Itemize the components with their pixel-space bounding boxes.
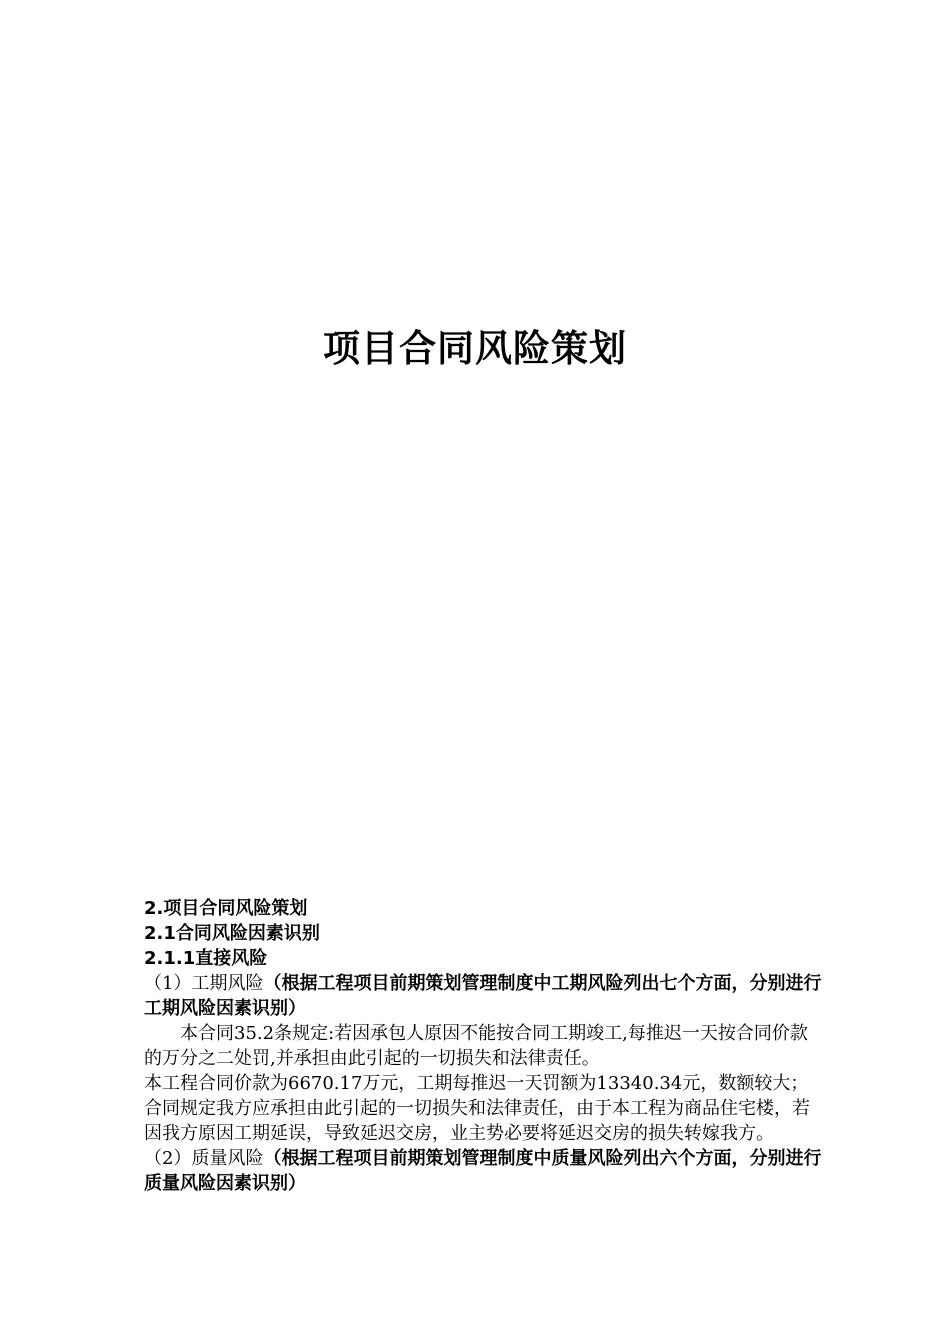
item-note: （根据工程项目前期策划管理制度中工期风险列出七个方面，分别进行工期风险因素识别） [144, 973, 822, 1019]
item-label: （1）工期风险 [144, 973, 264, 994]
subsection-heading: 2.1合同风险因素识别 [144, 923, 320, 944]
item-label: （2）质量风险 [144, 1148, 264, 1169]
subsubsection-heading: 2.1.1直接风险 [144, 948, 268, 969]
section-heading: 2.项目合同风险策划 [144, 898, 308, 919]
item-note: （根据工程项目前期策划管理制度中质量风险列出六个方面，分别进行质量风险因素识别） [144, 1148, 822, 1194]
body-paragraph: 本合同35.2条规定:若因承包人原因不能按合同工期竣工,每推迟一天按合同价款的万分之二处罚,并承担由此引起的一切损失和法律责任。 [144, 1023, 808, 1069]
document-title: 项目合同风险策划 [323, 327, 627, 370]
list-item-schedule-risk [144, 971, 824, 1021]
document-body [144, 896, 824, 1196]
body-paragraph: 本工程合同价款为6670.17万元，工期每推迟一天罚额为13340.34元，数额较大；合同规定我方应承担由此引起的一切损失和法律责任，由于本工程为商品住宅楼，若因我方原因工期延误，导致延迟交房，业主势必要将延迟交房的损失转嫁我方。 [144, 1073, 810, 1144]
list-item-quality-risk [144, 1146, 824, 1196]
